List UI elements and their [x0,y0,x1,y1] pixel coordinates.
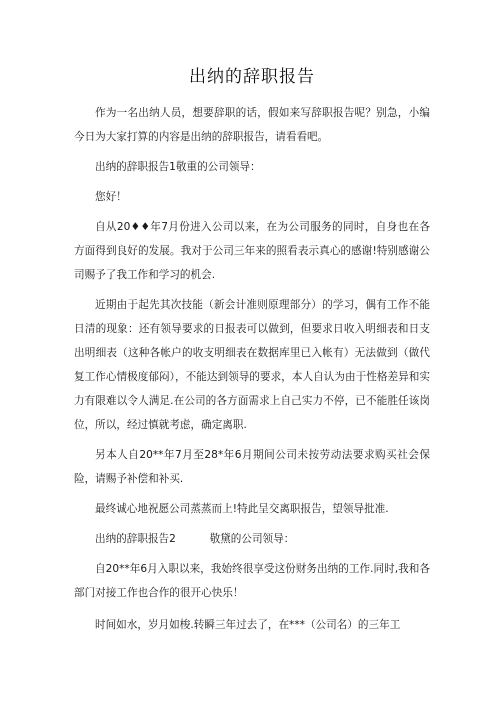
closing-paragraph: 最终诚心地祝愿公司蒸蒸而上!特此呈交离职报告，望领导批准. [95,503,389,515]
body-paragraph-5: 时间如水，岁月如梭.转瞬三年过去了，在***（公司名）的三年工 [95,619,401,631]
body-paragraph-3: 另本人自20**年7月至28*年6月期间公司未按劳动法要求购买社会保险，请赐予补偿和补买. [74,449,430,485]
body-paragraph-4: 自20**年6月入职以来，我始终很享受这份财务出纳的工作.同时,我和各部门对接工作也合作的很开心快乐！ [74,563,430,599]
body-paragraph-1: 自从20♦♦年7月份进入公司以来，在为公司服务的同时，自身也在各方面得到良好的发展。我对于公司三年来的照看表示真心的感谢!特别感谢公司赐予了我工作和学习的机会. [74,221,430,281]
report-2-heading: 出纳的辞职报告2 敬黛的公司领导： [95,533,295,545]
intro-paragraph: 作为一名出纳人员，想要辞职的话，假如来写辞职报告呢？别急，小编今日为大家打算的内容是出纳的辞职报告，请看看吧。 [74,107,430,143]
document-title: 出纳的辞职报告 [189,67,315,87]
salutation: 您好！ [95,191,127,203]
body-paragraph-2: 近期由于起先其次技能（新会计准则原理部分）的学习，偶有工作不能日清的现象：还有领导要求的日报表可以做到，但要求日收入明细表和日支出明细表（这种各帐户的收支明细表在数据库里已入帐有）无法做到（做代复工作心情极度郁闷），不能达到领导的要求，本人自认为由于性格差异和实力有限难以令人满足.在公司的各方面需求上自己实力不停，已不能胜任该岗位，所以，经过慎就考虑，确定离职. [74,299,430,431]
report-1-heading: 出纳的辞职报告1敬重的公司领导： [95,161,261,173]
